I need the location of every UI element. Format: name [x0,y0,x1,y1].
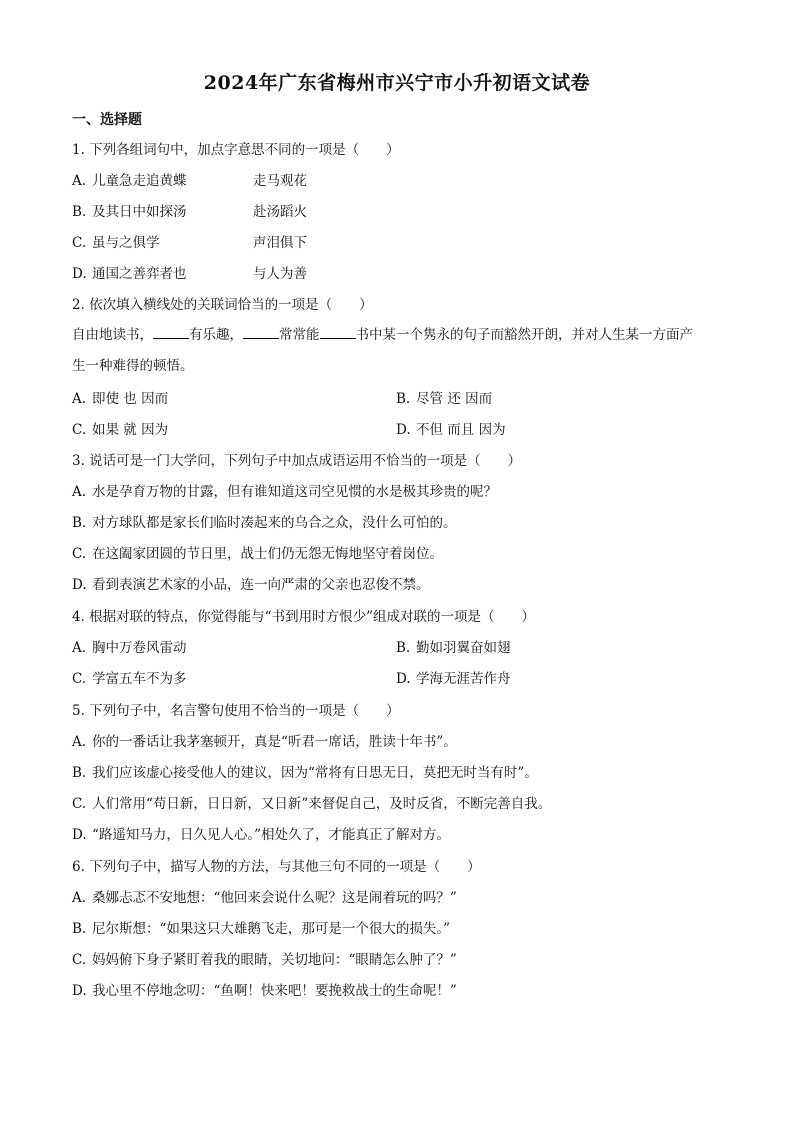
option-text: 我心里不停地念叨：“鱼啊！快来吧！要挽救战士的生命呢！” [92,983,457,999]
q1-option-a [72,172,187,190]
option-text: 即使 也 因而 [92,391,169,407]
option-text: 水是孕育万物的甘露，但有谁知道这司空见惯的水是极其珍贵的呢？ [92,484,497,500]
option-text: 妈妈俯下身子紧盯着我的眼睛，关切地问：“眼睛怎么肿了？” [92,952,457,968]
option-letter: D. [72,983,87,999]
option-letter: D. [72,577,87,593]
option-text: 你的一番话让我茅塞顿开，真是“听君一席话，胜读十年书”。 [92,734,457,750]
question-2-stem: 2. 依次填入横线处的关联词恰当的一项是（ ） [72,297,373,313]
q5-option-a [72,733,457,751]
option-text: 学富五车不为多 [92,671,187,687]
fill-blank [320,326,356,339]
q2-passage-part: 自由地读书， [72,327,153,343]
option-text: 看到表演艺术家的小品，连一向严肃的父亲也忍俊不禁。 [92,577,430,593]
fill-blank [243,326,279,339]
option-text: 如果 就 因为 [92,422,169,438]
q4-option-d [396,670,511,688]
q3-option-d [72,576,430,594]
option-letter: D. [72,827,87,843]
option-letter: D. [72,266,87,282]
option-text: 对方球队都是家长们临时凑起来的乌合之众，没什么可怕的。 [92,515,457,531]
q1-option-d [72,265,187,283]
option-text: 我们应该虚心接受他人的建议，因为“常将有日思无日，莫把无时当有时”。 [92,765,538,781]
option-text: 尽管 还 因而 [416,391,493,407]
option-letter: A. [72,890,87,906]
option-letter: A. [72,484,87,500]
question-4-stem: 4. 根据对联的特点，你觉得能与“书到用时方恨少”组成对联的一项是（ ） [72,609,535,625]
option-text: 不但 而且 因为 [416,422,506,438]
q2-passage [72,320,722,382]
q1-option-c [72,234,160,252]
option-left-text: 及其日中如探汤 [92,204,187,220]
q1-option-b [72,203,187,221]
q1-option-d-right: 与人为善 [253,266,307,282]
q5-option-c [72,795,551,813]
q3-option-c [72,545,443,563]
option-letter: B. [72,921,87,937]
q2-passage-part: 书中某一个隽永的句子而豁然开朗，并对人生某一方面产 [355,327,693,343]
option-letter: A. [72,640,87,656]
option-text: 尼尔斯想：“如果这只大雄鹅飞走，那可是一个很大的损失。” [92,921,451,937]
q4-option-b [396,639,511,657]
option-letter: A. [72,391,87,407]
q3-option-b [72,514,457,532]
q2-passage-part: 有乐趣， [189,327,243,343]
q4-option-c [72,670,187,688]
option-letter: C. [72,546,87,562]
question-5-stem: 5. 下列句子中，名言警句使用不恰当的一项是（ ） [72,703,400,719]
option-text: 勤如羽翼奋如翅 [416,640,511,656]
option-letter: C. [72,952,87,968]
q2-option-b [396,390,492,408]
option-letter: B. [396,391,411,407]
q6-option-a [72,889,457,907]
option-letter: C. [72,235,87,251]
q6-option-d [72,982,457,1000]
option-letter: C. [72,422,87,438]
page-title: 2024年广东省梅州市兴宁市小升初语文试卷 [203,72,591,94]
q1-option-c-right: 声泪俱下 [253,235,307,251]
section-heading: 一、选择题 [72,112,142,128]
q5-option-d [72,826,450,844]
q1-option-b-right: 赴汤蹈火 [253,204,307,220]
option-letter: C. [72,796,87,812]
option-letter: D. [396,671,411,687]
q5-option-b [72,764,538,782]
q2-passage-part: 常常能 [279,327,320,343]
option-left-text: 虽与之俱学 [92,235,160,251]
option-letter: B. [72,515,87,531]
option-letter: A. [72,173,87,189]
option-letter: A. [72,734,87,750]
q2-option-c [72,421,168,439]
q6-option-b [72,920,450,938]
option-left-text: 通国之善弈者也 [92,266,187,282]
fill-blank [153,326,189,339]
question-6-stem: 6. 下列句子中，描写人物的方法，与其他三句不同的一项是（ ） [72,859,481,875]
option-letter: B. [72,204,87,220]
option-text: 胸中万卷风雷动 [92,640,187,656]
q4-option-a [72,639,187,657]
option-letter: B. [72,765,87,781]
q3-option-a [72,483,497,501]
q2-option-a [72,390,168,408]
option-text: 桑娜忐忑不安地想：“他回来会说什么呢？这是闹着玩的吗？” [92,890,457,906]
option-letter: B. [396,640,411,656]
option-text: “路遥知马力，日久见人心。”相处久了，才能真正了解对方。 [92,827,451,843]
option-left-text: 儿童急走追黄蝶 [92,173,187,189]
option-text: 人们常用“苟日新，日日新，又日新”来督促自己，及时反省，不断完善自我。 [92,796,552,812]
q1-option-a-right: 走马观花 [253,173,307,189]
option-text: 在这阖家团圆的节日里，战士们仍无怨无悔地坚守着岗位。 [92,546,443,562]
q2-option-d [396,421,506,439]
q2-passage-part: 生一种难得的顿悟。 [72,358,194,374]
question-1-stem: 1. 下列各组词句中，加点字意思不同的一项是（ ） [72,142,400,158]
question-3-stem: 3. 说话可是一门大学问，下列句子中加点成语运用不恰当的一项是（ ） [72,453,522,469]
option-text: 学海无涯苦作舟 [416,671,511,687]
option-letter: D. [396,422,411,438]
q6-option-c [72,951,457,969]
option-letter: C. [72,671,87,687]
